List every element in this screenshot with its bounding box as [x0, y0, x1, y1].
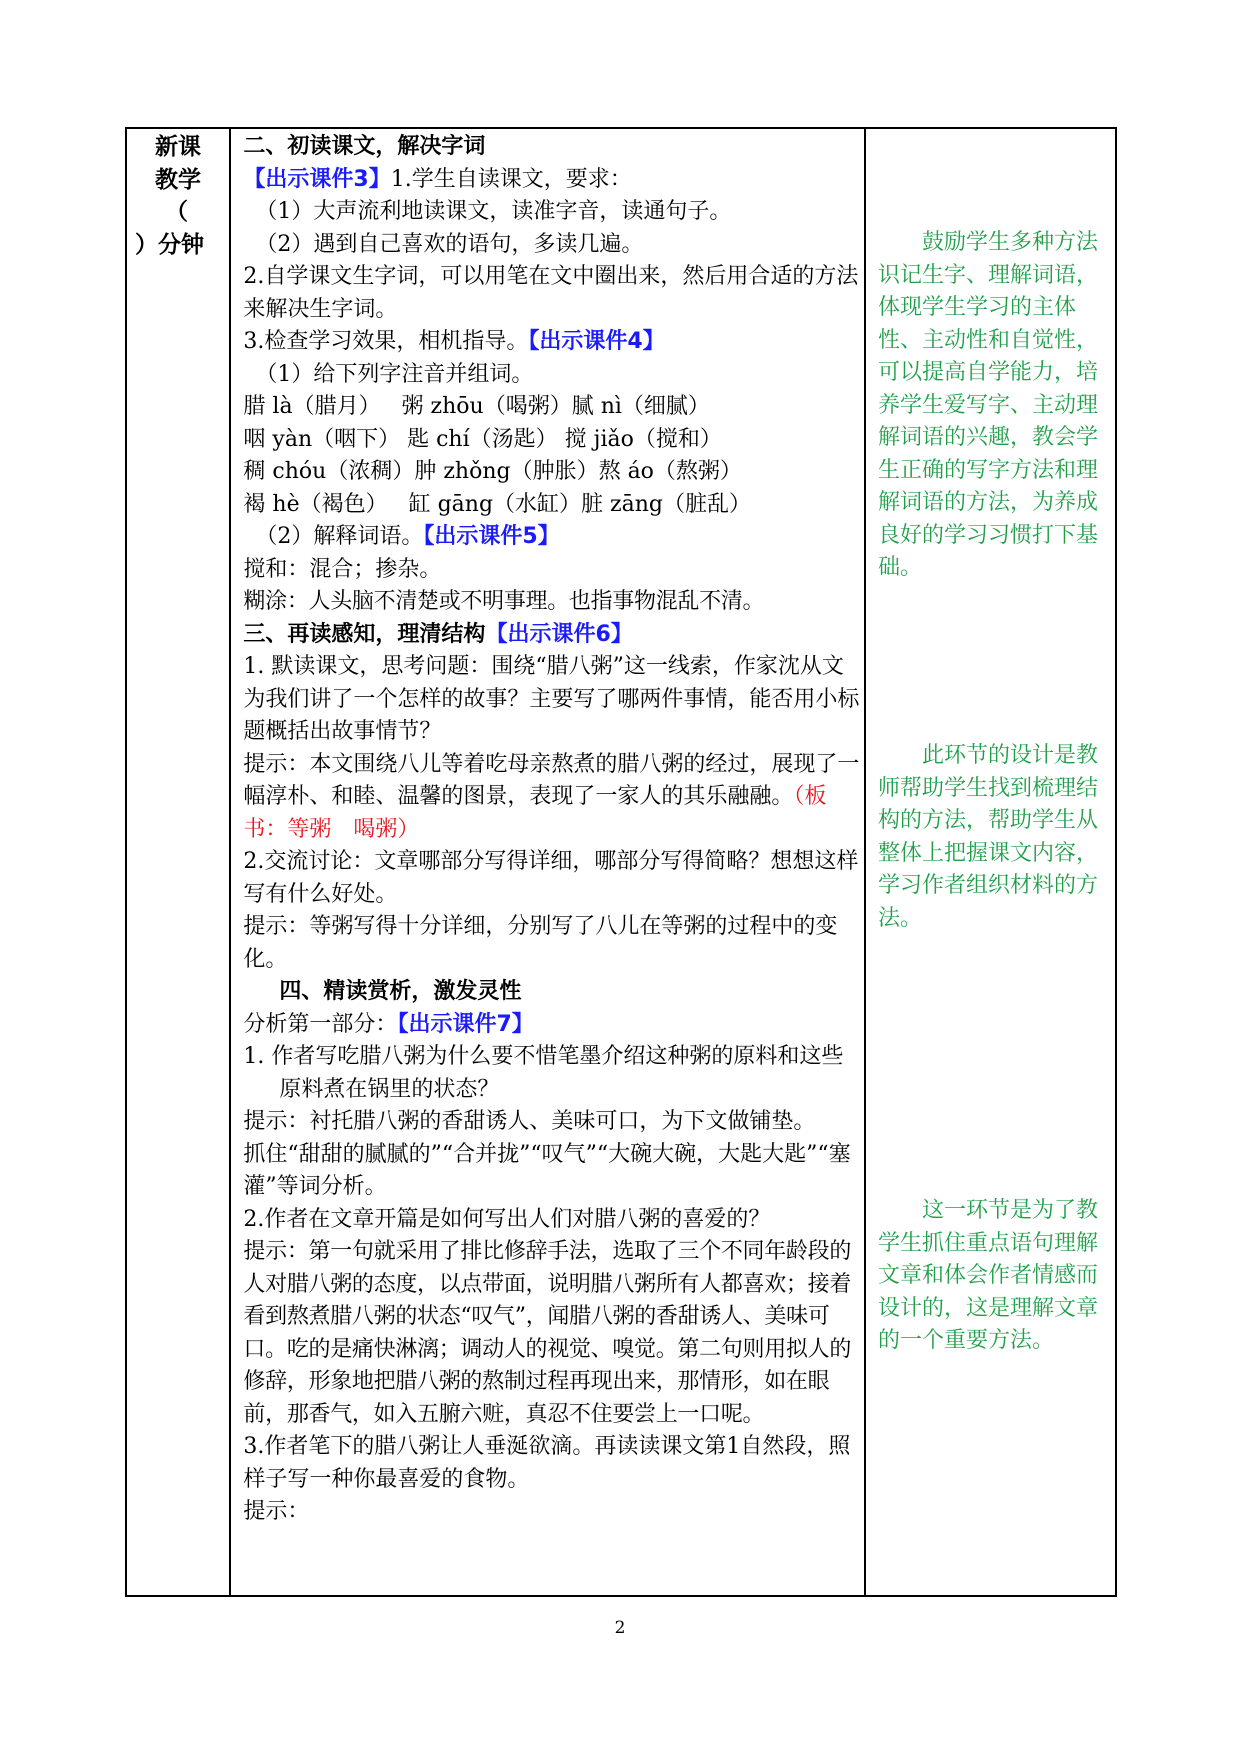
question: 2.交流讨论：文章哪部分写得详细，哪部分写得简略？想想这样写有什么好处。: [243, 849, 859, 907]
courseware-tag: 【出示课件3】: [243, 166, 391, 192]
section-heading: 四、精读赏析，激发灵性: [279, 979, 522, 1004]
step-text: 分析第一部分：: [243, 1011, 398, 1037]
section-heading: 二、初读课文，解决字词: [243, 134, 486, 159]
definition: 糊涂：人头脑不清楚或不明事理。也指事物混乱不清。: [243, 589, 765, 614]
courseware-tag: 【出示课件4】: [528, 329, 665, 354]
section-label-line: ）分钟: [135, 231, 204, 258]
question: 2.作者在文章开篇是如何写出人们对腊八粥的喜爱的？: [243, 1206, 771, 1232]
step-text: 3.检查学习效果，相机指导。: [243, 329, 529, 354]
step-text: 1.学生自读课文，要求：: [390, 166, 632, 192]
design-notes-cell: [865, 128, 1116, 1596]
requirement-item: （2）遇到自己喜欢的语句，多读几遍。: [255, 231, 644, 257]
pinyin-row: 稠 chóu（浓稠）肿 zhǒng（肿胀）熬 áo（熬粥）: [243, 459, 742, 484]
pinyin-row: 咽 yàn（咽下） 匙 chí（汤匙） 搅 jiǎo（搅和）: [243, 426, 722, 452]
hint-text: 抓住“甜甜的腻腻的”“合并拢”“叹气”“大碗大碗，大匙大匙”“塞灌”等词分析。: [243, 1141, 851, 1199]
section-label-line: 新课: [155, 134, 201, 160]
courseware-tag: 【出示课件7】: [397, 1011, 534, 1037]
section-label-line: 教学: [155, 166, 201, 193]
board-note: （板书：等粥 喝粥）: [243, 784, 827, 842]
hint-text: 提示：第一句就采用了排比修辞手法，选取了三个不同年龄段的人对腊八粥的态度，以点带面，说明腊八粥所有人都喜欢；接着看到熬煮腊八粥的状态“叹气”，闻腊八粥的香甜诱人、美味可口。吃的是痛快淋漓；调动人的视觉、嗅觉。第二句则用拟人的修辞，形象地把腊八粥的熬制过程再现出来，那情形，如在眼前，那香气，如入五腑六赃，真忍不住要尝上一口呢。: [243, 1239, 852, 1427]
courseware-tag: 【出示课件6】: [485, 621, 633, 647]
design-note: 这一环节是为了教学生抓住重点语句理解文章和体会作者情感而设计的，这是理解文章的一个重要方法。: [877, 1198, 1098, 1353]
question: 1. 默读课文，思考问题：围绕“腊八粥”这一线索，作家沈从文为我们讲了一个怎样的故事？主要写了哪两件事情，能否用小标题概括出故事情节？: [243, 654, 860, 744]
hint-text: 提示：: [243, 1499, 310, 1524]
step-text: 2.自学课文生字词，可以用笔在文中圈出来，然后用合适的方法来解决生字词。: [243, 264, 859, 322]
page-number: 2: [614, 1618, 626, 1638]
lesson-plan-table: [125, 127, 1117, 1597]
question: 1. 作者写吃腊八粥为什么要不惜笔墨介绍这种粥的原料和这些原料煮在锅里的状态？: [243, 1044, 844, 1102]
definition: 搅和：混合；掺杂。: [243, 556, 442, 582]
hint-text: 提示：衬托腊八粥的香甜诱人、美味可口，为下文做铺垫。: [243, 1109, 816, 1134]
requirement-item: （1）给下列字注音并组词。: [255, 361, 534, 387]
section-label-line: （: [165, 199, 188, 225]
requirement-item: （1）大声流利地读课文，读准字音，读通句子。: [255, 199, 732, 224]
design-note: 此环节的设计是教师帮助学生找到梳理结构的方法，帮助学生从整体上把握课文内容，学习作者组织材料的方法。: [877, 743, 1098, 931]
section-label: [127, 129, 229, 261]
hint-text: 提示：等粥写得十分详细，分别写了八儿在等粥的过程中的变化。: [243, 914, 838, 972]
question: 3.作者笔下的腊八粥让人垂涎欲滴。再读读课文第1自然段，照样子写一种你最喜爱的食物。: [243, 1434, 851, 1492]
hint-text: 提示：本文围绕八儿等着吃母亲熬煮的腊八粥的经过，展现了一幅淳朴、和睦、温馨的图景，表现了一家人的其乐融融。: [243, 751, 860, 809]
design-note: 鼓励学生多种方法识记生字、理解词语，体现学生学习的主体性、主动性和自觉性，可以提高自学能力，培养学生爱写字、主动理解词语的兴趣，教会学生正确的写字方法和理解词语的方法，为养成良好的学习习惯打下基础。: [877, 230, 1098, 580]
section-label-cell: [126, 128, 230, 1596]
table-row: [126, 128, 1116, 1596]
pinyin-row: 褐 hè（褐色） 缸 gāng（水缸）脏 zāng（脏乱）: [243, 491, 751, 517]
requirement-item: （2）解释词语。: [255, 524, 424, 549]
courseware-tag: 【出示课件5】: [423, 524, 560, 549]
teaching-content: [231, 129, 864, 1529]
section-heading: 三、再读感知，理清结构: [243, 621, 486, 647]
pinyin-row: 腊 là（腊月） 粥 zhōu（喝粥）腻 nì（细腻）: [243, 394, 710, 419]
teaching-content-cell: [230, 128, 865, 1596]
